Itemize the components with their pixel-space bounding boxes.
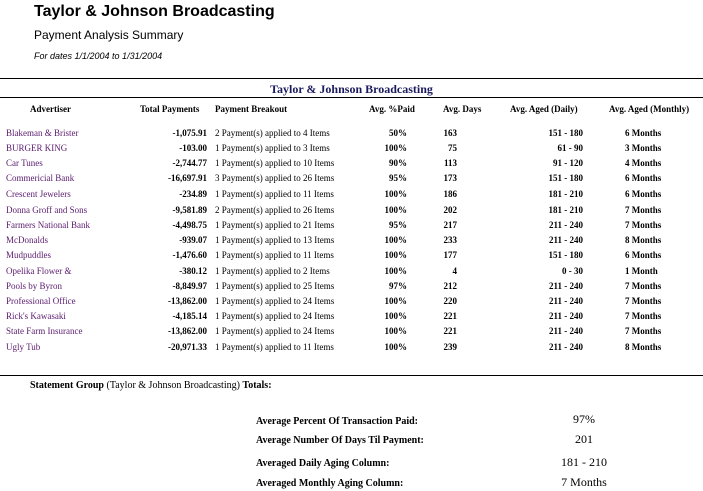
- days-cell: 113: [443, 158, 457, 168]
- table-row: [0, 220, 703, 235]
- aged-monthly-cell: 6 Months: [625, 189, 662, 199]
- aged-monthly-cell: 3 Months: [625, 143, 662, 153]
- aged-daily-cell: 181 - 210: [548, 189, 583, 199]
- aged-monthly-cell: 7 Months: [625, 311, 662, 321]
- total-payments-cell: -2,744.77: [172, 158, 207, 168]
- header-total-payments: Total Payments: [140, 104, 200, 114]
- total-payments-cell: -4,185.14: [172, 311, 207, 321]
- total-label-daily-aging: Averaged Daily Aging Column:: [256, 458, 390, 469]
- breakout-cell: 1 Payment(s) applied to 11 Items: [215, 250, 334, 260]
- group-title: Taylor & Johnson Broadcasting: [270, 82, 433, 96]
- aged-daily-cell: 211 - 240: [548, 296, 583, 306]
- breakout-cell: 2 Payment(s) applied to 4 Items: [215, 128, 330, 138]
- days-cell: 177: [443, 250, 457, 260]
- total-label-pct-paid: Average Percent Of Transaction Paid:: [256, 416, 419, 427]
- statement-group-heading: [30, 380, 272, 391]
- advertiser-cell: Crescent Jewelers: [6, 189, 71, 199]
- advertiser-cell: Rick's Kawasaki: [6, 311, 66, 321]
- aged-monthly-cell: 1 Month: [625, 266, 658, 276]
- breakout-cell: 1 Payment(s) applied to 24 Items: [215, 326, 335, 336]
- aged-daily-cell: 211 - 240: [548, 235, 583, 245]
- advertiser-cell: Opelika Flower &: [6, 266, 72, 276]
- total-payments-cell: -1,075.91: [172, 128, 207, 138]
- header-avg-pct-paid: Avg. %Paid: [369, 104, 415, 114]
- table-row: [0, 128, 703, 143]
- aged-monthly-cell: 6 Months: [625, 250, 662, 260]
- days-cell: 186: [443, 189, 457, 199]
- days-cell: 163: [443, 128, 457, 138]
- breakout-cell: 1 Payment(s) applied to 24 Items: [215, 311, 335, 321]
- breakout-cell: 1 Payment(s) applied to 2 Items: [215, 266, 330, 276]
- aged-monthly-cell: 8 Months: [625, 235, 662, 245]
- statement-group-prefix: Statement Group: [30, 380, 104, 391]
- table-row: [0, 158, 703, 173]
- pct-paid-cell: 90%: [389, 158, 407, 168]
- advertiser-cell: Pools by Byron: [6, 281, 63, 291]
- days-cell: 239: [443, 342, 457, 352]
- aged-daily-cell: 151 - 180: [548, 173, 583, 183]
- aged-daily-cell: 91 - 120: [553, 158, 583, 168]
- table-row: [0, 173, 703, 188]
- breakout-cell: 1 Payment(s) applied to 25 Items: [215, 281, 335, 291]
- table-row: [0, 326, 703, 341]
- breakout-cell: 2 Payment(s) applied to 26 Items: [215, 205, 335, 215]
- total-payments-cell: -380.12: [179, 266, 207, 276]
- total-payments-cell: -939.07: [179, 235, 207, 245]
- pct-paid-cell: 100%: [384, 143, 407, 153]
- aged-monthly-cell: 7 Months: [625, 220, 662, 230]
- total-label-days: Average Number Of Days Til Payment:: [256, 435, 424, 446]
- total-payments-cell: -20,971.33: [168, 342, 207, 352]
- advertiser-cell: Donna Groff and Sons: [6, 205, 88, 215]
- advertiser-cell: Farmers National Bank: [6, 220, 90, 230]
- advertiser-cell: Ugly Tub: [6, 342, 41, 352]
- pct-paid-cell: 100%: [384, 235, 407, 245]
- pct-paid-cell: 50%: [389, 128, 407, 138]
- aged-monthly-cell: 6 Months: [625, 128, 662, 138]
- total-value-pct-paid: 97%: [573, 412, 595, 426]
- days-cell: 221: [443, 326, 457, 336]
- aged-daily-cell: 151 - 180: [548, 128, 583, 138]
- breakout-cell: 1 Payment(s) applied to 11 Items: [215, 342, 334, 352]
- total-payments-cell: -13,862.00: [168, 296, 207, 306]
- total-payments-cell: -16,697.91: [168, 173, 207, 183]
- pct-paid-cell: 100%: [384, 311, 407, 321]
- total-payments-cell: -234.89: [179, 189, 207, 199]
- aged-daily-cell: 61 - 90: [557, 143, 583, 153]
- aged-monthly-cell: 7 Months: [625, 296, 662, 306]
- aged-daily-cell: 0 - 30: [562, 266, 583, 276]
- pct-paid-cell: 97%: [389, 281, 407, 291]
- header-avg-aged-daily: Avg. Aged (Daily): [510, 104, 578, 114]
- aged-daily-cell: 211 - 240: [548, 326, 583, 336]
- aged-daily-cell: 211 - 240: [548, 342, 583, 352]
- table-row: [0, 266, 703, 281]
- pct-paid-cell: 100%: [384, 266, 407, 276]
- total-payments-cell: -13,862.00: [168, 326, 207, 336]
- statement-group-name: (Taylor & Johnson Broadcasting): [106, 380, 240, 391]
- aged-monthly-cell: 4 Months: [625, 158, 662, 168]
- pct-paid-cell: 95%: [389, 220, 407, 230]
- statement-group-suffix: Totals:: [242, 380, 272, 391]
- total-payments-cell: -8,849.97: [172, 281, 207, 291]
- pct-paid-cell: 100%: [384, 296, 407, 306]
- total-value-days: 201: [575, 432, 593, 446]
- advertiser-cell: Commericial Bank: [6, 173, 75, 183]
- total-value-monthly-aging: 7 Months: [561, 475, 607, 489]
- breakout-cell: 1 Payment(s) applied to 11 Items: [215, 189, 334, 199]
- table-row: [0, 342, 703, 357]
- days-cell: 173: [443, 173, 457, 183]
- date-range: For dates 1/1/2004 to 1/31/2004: [34, 51, 163, 61]
- aged-daily-cell: 181 - 210: [548, 205, 583, 215]
- aged-monthly-cell: 7 Months: [625, 205, 662, 215]
- header-avg-aged-monthly: Avg. Aged (Monthly): [609, 104, 690, 114]
- table-row: [0, 235, 703, 250]
- days-cell: 212: [443, 281, 457, 291]
- aged-monthly-cell: 6 Months: [625, 173, 662, 183]
- breakout-cell: 1 Payment(s) applied to 24 Items: [215, 296, 335, 306]
- days-cell: 221: [443, 311, 457, 321]
- advertiser-cell: Professional Office: [6, 296, 76, 306]
- pct-paid-cell: 100%: [384, 342, 407, 352]
- pct-paid-cell: 100%: [384, 326, 407, 336]
- table-row: [0, 296, 703, 311]
- advertiser-cell: Blakeman & Brister: [6, 128, 79, 138]
- days-cell: 202: [443, 205, 457, 215]
- total-payments-cell: -1,476.60: [172, 250, 207, 260]
- divider-top: [0, 78, 703, 79]
- advertiser-cell: McDonalds: [6, 235, 48, 245]
- divider-totals: [0, 375, 703, 376]
- total-label-monthly-aging: Averaged Monthly Aging Column:: [256, 478, 404, 489]
- header-advertiser: Advertiser: [30, 104, 71, 114]
- table-row: [0, 143, 703, 158]
- breakout-cell: 1 Payment(s) applied to 10 Items: [215, 158, 335, 168]
- days-cell: 220: [443, 296, 457, 306]
- days-cell: 75: [448, 143, 457, 153]
- breakout-cell: 3 Payment(s) applied to 26 Items: [215, 173, 335, 183]
- total-payments-cell: -9,581.89: [172, 205, 207, 215]
- divider-group: [0, 97, 703, 98]
- pct-paid-cell: 100%: [384, 189, 407, 199]
- advertiser-cell: Mudpuddles: [6, 250, 51, 260]
- total-payments-cell: -4,498.75: [172, 220, 207, 230]
- breakout-cell: 1 Payment(s) applied to 3 Items: [215, 143, 330, 153]
- aged-monthly-cell: 8 Months: [625, 342, 662, 352]
- aged-daily-cell: 151 - 180: [548, 250, 583, 260]
- table-row: [0, 205, 703, 220]
- breakout-cell: 1 Payment(s) applied to 13 Items: [215, 235, 335, 245]
- advertiser-cell: BURGER KING: [6, 143, 68, 153]
- total-payments-cell: -103.00: [179, 143, 207, 153]
- company-name: Taylor & Johnson Broadcasting: [34, 3, 275, 20]
- header-payment-breakout: Payment Breakout: [215, 104, 288, 114]
- aged-monthly-cell: 7 Months: [625, 281, 662, 291]
- aged-daily-cell: 211 - 240: [548, 311, 583, 321]
- pct-paid-cell: 100%: [384, 205, 407, 215]
- table-row: [0, 189, 703, 204]
- days-cell: 217: [443, 220, 457, 230]
- advertiser-cell: State Farm Insurance: [6, 326, 83, 336]
- total-value-daily-aging: 181 - 210: [561, 455, 607, 469]
- report-title: Payment Analysis Summary: [34, 28, 184, 42]
- aged-daily-cell: 211 - 240: [548, 281, 583, 291]
- days-cell: 4: [452, 266, 457, 276]
- pct-paid-cell: 95%: [389, 173, 407, 183]
- pct-paid-cell: 100%: [384, 250, 407, 260]
- aged-daily-cell: 211 - 240: [548, 220, 583, 230]
- days-cell: 233: [443, 235, 457, 245]
- aged-monthly-cell: 7 Months: [625, 326, 662, 336]
- table-row: [0, 281, 703, 296]
- advertiser-cell: Car Tunes: [6, 158, 43, 168]
- table-row: [0, 250, 703, 265]
- header-avg-days: Avg. Days: [443, 104, 482, 114]
- breakout-cell: 1 Payment(s) applied to 21 Items: [215, 220, 335, 230]
- table-row: [0, 311, 703, 326]
